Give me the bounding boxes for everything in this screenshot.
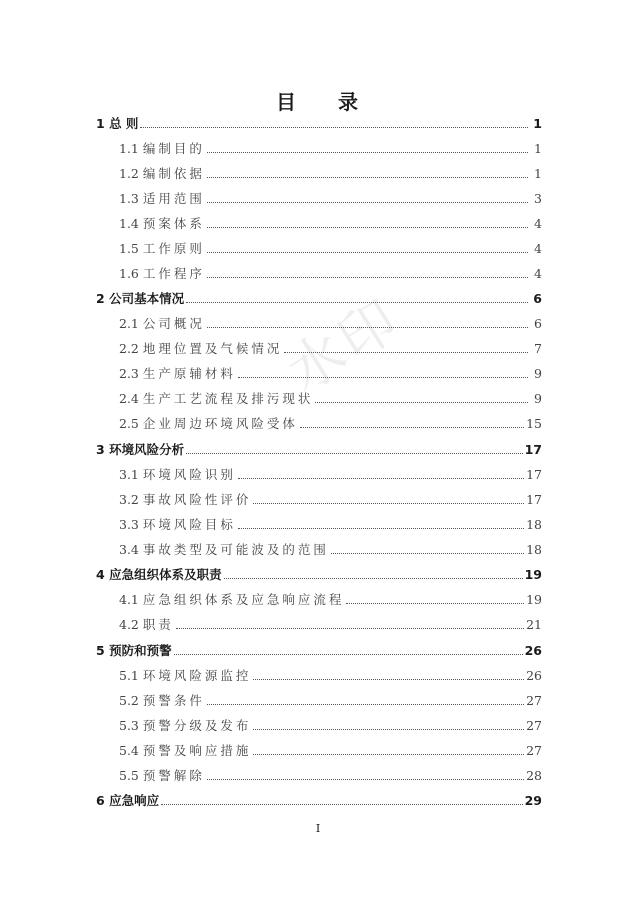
toc-entry-number: 3 [96, 442, 110, 457]
toc-entry-title: 应急组织体系及应急响应流程 [142, 592, 345, 607]
toc-entry-page-number: 26 [526, 668, 542, 683]
toc-section-entry[interactable] [119, 137, 542, 157]
toc-entry-number: 4 [96, 567, 110, 582]
toc-entry-number: 3.1 [119, 467, 143, 482]
toc-entry-number: 2.5 [119, 416, 143, 431]
toc-entry-number: 2.4 [119, 391, 143, 406]
toc-entry-page-number: 26 [524, 643, 542, 658]
toc-entry-number: 2.1 [119, 316, 143, 331]
toc-dot-leader [238, 477, 524, 479]
toc-entry-title: 环境风险目标 [142, 517, 236, 532]
toc-dot-leader [284, 351, 528, 353]
toc-entry-title: 环境风险分析 [109, 442, 185, 457]
toc-entry-number: 3.3 [119, 517, 143, 532]
toc-section-entry[interactable] [119, 764, 542, 784]
toc-entry-page-number: 18 [526, 542, 542, 557]
toc-entry-number: 2.3 [119, 366, 143, 381]
toc-entry-title: 应急组织体系及职责 [109, 567, 222, 582]
footer-page-number: I [315, 822, 321, 835]
toc-entry-page-number: 19 [526, 592, 542, 607]
toc-entry-title: 地理位置及气候情况 [142, 341, 283, 356]
toc-entry-title: 预警及响应措施 [142, 743, 252, 758]
toc-section-entry[interactable] [119, 714, 542, 734]
toc-entry-page-number: 27 [526, 743, 542, 758]
toc-entry-title: 事故类型及可能波及的范围 [142, 542, 329, 557]
toc-entry-title: 公司基本情况 [109, 291, 185, 306]
toc-dot-leader [238, 527, 524, 529]
toc-entry-page-number: 17 [526, 467, 542, 482]
toc-entry-page-number: 3 [534, 191, 542, 206]
toc-section-entry[interactable] [119, 739, 542, 759]
toc-entry-number: 3.2 [119, 492, 143, 507]
toc-chapter-entry[interactable] [96, 789, 542, 809]
toc-entry-page-number: 4 [534, 241, 542, 256]
toc-entry-number: 5.5 [119, 768, 143, 783]
toc-dot-leader [331, 552, 524, 554]
toc-chapter-entry[interactable] [96, 287, 542, 307]
toc-dot-leader [176, 627, 524, 629]
toc-entry-number: 5 [96, 643, 110, 658]
toc-dot-leader [207, 151, 528, 153]
toc-section-entry[interactable] [119, 262, 542, 282]
toc-dot-leader [253, 728, 524, 730]
toc-dot-leader [207, 251, 528, 253]
toc-entry-number: 1.4 [119, 216, 143, 231]
toc-entry-number: 4.1 [119, 592, 143, 607]
toc-dot-leader [207, 226, 528, 228]
toc-entry-number: 5.1 [119, 668, 143, 683]
toc-chapter-entry[interactable] [96, 112, 542, 132]
toc-entry-title: 编制目的 [142, 141, 205, 156]
toc-entry-page-number: 27 [526, 693, 542, 708]
toc-section-entry[interactable] [119, 488, 542, 508]
toc-section-entry[interactable] [119, 187, 542, 207]
toc-title-part2: 录 [338, 90, 360, 114]
toc-dot-leader [300, 426, 524, 428]
toc-entry-page-number: 15 [526, 416, 542, 431]
toc-entry-page-number: 19 [524, 567, 542, 582]
toc-entry-number: 3.4 [119, 542, 143, 557]
toc-entry-number: 1.2 [119, 166, 143, 181]
toc-entry-title: 公司概况 [142, 316, 205, 331]
watermark: 水印 [276, 286, 413, 406]
toc-dot-leader [186, 301, 528, 303]
toc-dot-leader [207, 201, 528, 203]
toc-entry-title: 企业周边环境风险受体 [142, 416, 298, 431]
toc-entry-number: 6 [96, 793, 110, 808]
toc-entry-page-number: 28 [526, 768, 542, 783]
toc-entry-number: 4.2 [119, 617, 143, 632]
toc-entry-title: 生产工艺流程及排污现状 [142, 391, 314, 406]
toc-chapter-entry[interactable] [96, 438, 542, 458]
toc-entry-page-number: 18 [526, 517, 542, 532]
toc-entry-title: 事故风险性评价 [142, 492, 252, 507]
toc-entry-page-number: 4 [534, 266, 542, 281]
toc-entry-page-number: 6 [533, 291, 542, 306]
toc-dot-leader [253, 678, 524, 680]
toc-section-entry[interactable] [119, 237, 542, 257]
toc-title-part1: 目 [276, 90, 298, 114]
toc-entry-page-number: 21 [526, 617, 542, 632]
toc-dot-leader [224, 577, 523, 579]
toc-entry-title: 编制依据 [142, 166, 205, 181]
toc-entry-number: 1.3 [119, 191, 143, 206]
toc-section-entry[interactable] [119, 588, 542, 608]
toc-entry-number: 1.6 [119, 266, 143, 281]
toc-dot-leader [253, 502, 524, 504]
toc-entry-page-number: 6 [534, 316, 542, 331]
toc-dot-leader [207, 276, 528, 278]
toc-title [0, 86, 636, 115]
toc-entry-number: 1.5 [119, 241, 143, 256]
toc-entry-title: 工作程序 [142, 266, 205, 281]
toc-section-entry[interactable] [119, 337, 542, 357]
toc-entry-title: 环境风险源监控 [142, 668, 252, 683]
toc-dot-leader [174, 653, 523, 655]
toc-entry-page-number: 1 [534, 141, 542, 156]
toc-dot-leader [346, 602, 524, 604]
toc-entry-page-number: 7 [534, 341, 542, 356]
toc-entry-page-number: 29 [524, 793, 542, 808]
toc-dot-leader [161, 803, 523, 805]
toc-chapter-entry[interactable] [96, 563, 542, 583]
toc-section-entry[interactable] [119, 312, 542, 332]
toc-chapter-entry[interactable] [96, 639, 542, 659]
toc-entry-title: 应急响应 [109, 793, 160, 808]
toc-entry-page-number: 9 [534, 391, 542, 406]
toc-entry-title: 总 则 [109, 116, 139, 131]
toc-entry-number: 1 [96, 116, 110, 131]
toc-entry-number: 5.4 [119, 743, 143, 758]
toc-entry-page-number: 27 [526, 718, 542, 733]
toc-section-entry[interactable] [119, 689, 542, 709]
toc-entry-page-number: 17 [524, 442, 542, 457]
toc-entry-title: 预防和预警 [109, 643, 172, 658]
toc-entry-number: 5.2 [119, 693, 143, 708]
toc-section-entry[interactable] [119, 162, 542, 182]
toc-section-entry[interactable] [119, 212, 542, 232]
toc-section-entry[interactable] [119, 613, 542, 633]
toc-entry-title: 适用范围 [142, 191, 205, 206]
toc-dot-leader [207, 703, 524, 705]
toc-section-entry[interactable] [119, 664, 542, 684]
toc-dot-leader [140, 126, 528, 128]
toc-dot-leader [253, 753, 524, 755]
toc-section-entry[interactable] [119, 463, 542, 483]
toc-entry-title: 预案体系 [142, 216, 205, 231]
toc-entry-page-number: 17 [526, 492, 542, 507]
toc-entry-title: 预警分级及发布 [142, 718, 252, 733]
toc-entry-number: 1.1 [119, 141, 143, 156]
toc-section-entry[interactable] [119, 538, 542, 558]
toc-entry-number: 2 [96, 291, 110, 306]
toc-entry-title: 工作原则 [142, 241, 205, 256]
toc-entry-page-number: 1 [534, 166, 542, 181]
toc-dot-leader [207, 326, 528, 328]
toc-dot-leader [207, 176, 528, 178]
toc-entry-title: 职责 [142, 617, 174, 632]
toc-dot-leader [315, 401, 528, 403]
toc-entry-page-number: 9 [534, 366, 542, 381]
toc-section-entry[interactable] [119, 362, 542, 382]
toc-entry-title: 生产原辅材料 [142, 366, 236, 381]
toc-section-entry[interactable] [119, 513, 542, 533]
toc-dot-leader [207, 778, 524, 780]
toc-entry-page-number: 1 [533, 116, 542, 131]
toc-section-entry[interactable] [119, 387, 542, 407]
toc-entry-title: 预警条件 [142, 693, 205, 708]
toc-dot-leader [238, 376, 528, 378]
toc-entry-page-number: 4 [534, 216, 542, 231]
toc-entry-title: 环境风险识别 [142, 467, 236, 482]
toc-section-entry[interactable] [119, 412, 542, 432]
toc-entry-number: 2.2 [119, 341, 143, 356]
toc-entry-title: 预警解除 [142, 768, 205, 783]
toc-entry-number: 5.3 [119, 718, 143, 733]
toc-dot-leader [186, 452, 523, 454]
